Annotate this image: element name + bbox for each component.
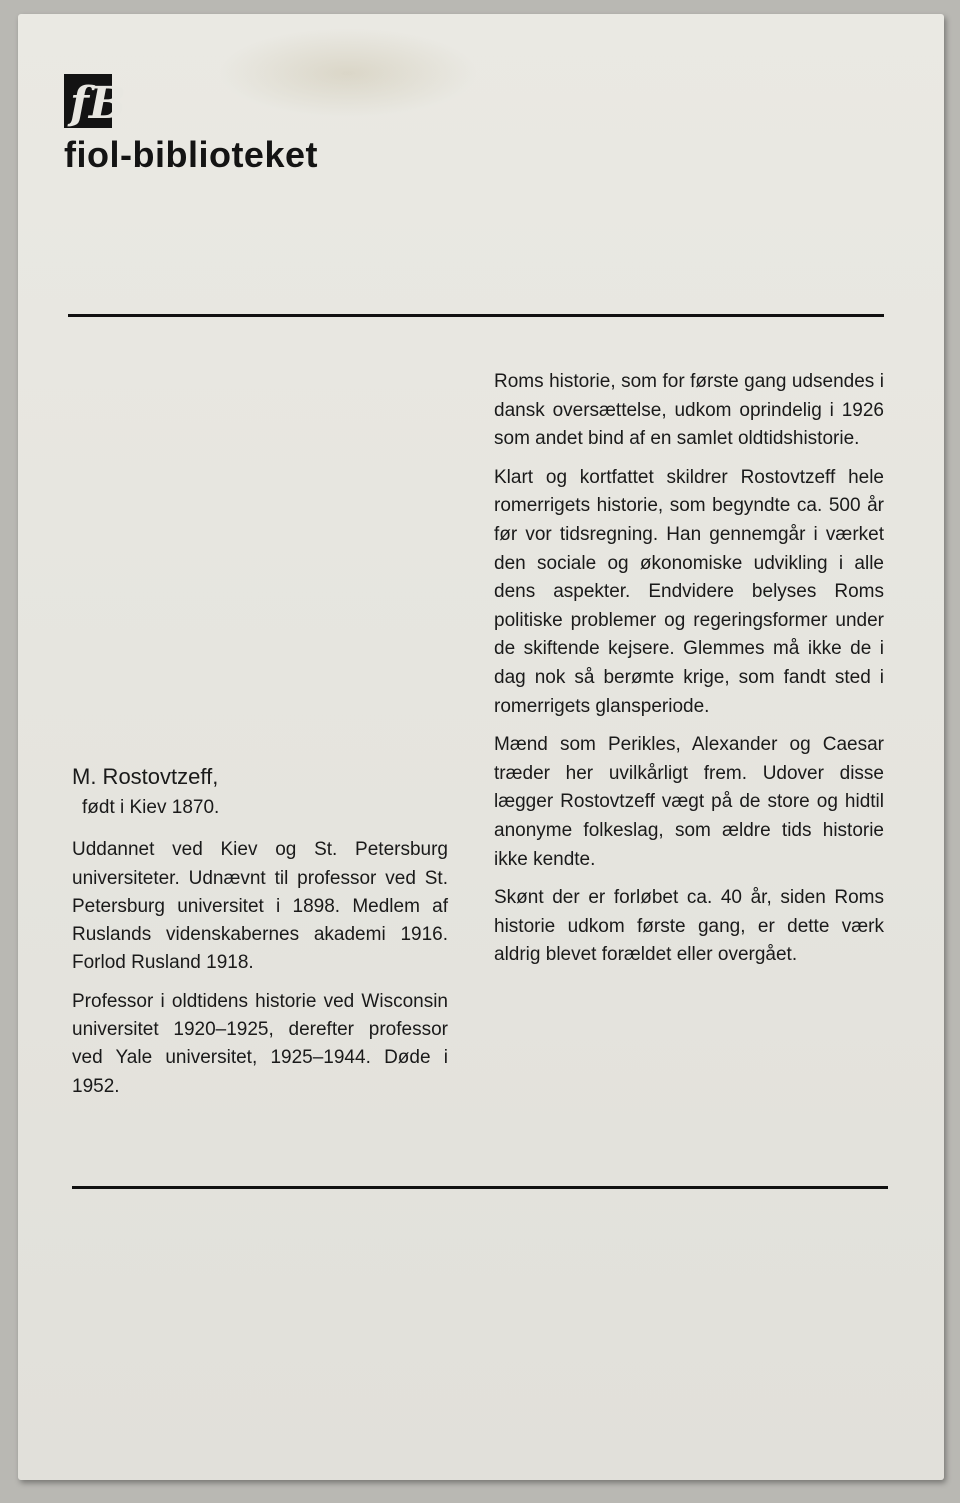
description-paragraph: Skønt der er forløbet ca. 40 år, siden Roms historie udkom første gang, er dette værk aldrig blevet forældet eller overgået. [494,887,884,966]
author-info [72,762,448,1111]
author-name: M. Rostovtzeff, [72,764,219,789]
paper-stain [218,28,478,118]
author-bio-paragraph: Professor i oldtidens historie ved Wisconsin universitet 1920–1925, derefter professor ved Yale universitet, 1925–1944. Døde i 1952. [72,990,448,1097]
bottom-divider [72,1186,888,1189]
description-paragraph: Mænd som Perikles, Alexander og Caesar træder her uvilkårligt frem. Udover disse lægger Rostovtzeff vægt på de store og hidtil anonyme folkeslag, som ældre tids historie ikke kendte. [494,734,884,870]
book-description [494,368,884,980]
author-born: født i Kiev 1870. [82,797,220,818]
author-bio-paragraph: Uddannet ved Kiev og St. Petersburg universiteter. Udnævnt til professor ved St. Petersburg universitet i 1898. Medlem af Ruslands videnskabernes akademi 1916. Forlod Rusland 1918. [72,839,448,974]
top-divider [68,314,884,317]
description-paragraph: Klart og kortfattet skildrer Rostovtzeff hele romerrigets historie, som begyndte ca. 500 år før vor tidsregning. Han gennemgår i værket den sociale og økonomiske udvikling i alle dens aspekter. Endvidere belyses Roms politiske problemer og regeringsformer under de skiftende kejsere. Glemmes må ikke de i dag nok så berømte krige, som fandt sted i romerrigets glansperiode. [494,466,884,717]
publisher-logo-icon [64,74,127,129]
publisher-logo-text: fB [70,78,127,129]
description-paragraph: Roms historie, som for første gang udsendes i dansk oversættelse, udkom oprindelig i 1926 som andet bind af en samlet oldtidshistorie. [494,371,884,450]
series-name: fiol-biblioteket [64,134,318,175]
